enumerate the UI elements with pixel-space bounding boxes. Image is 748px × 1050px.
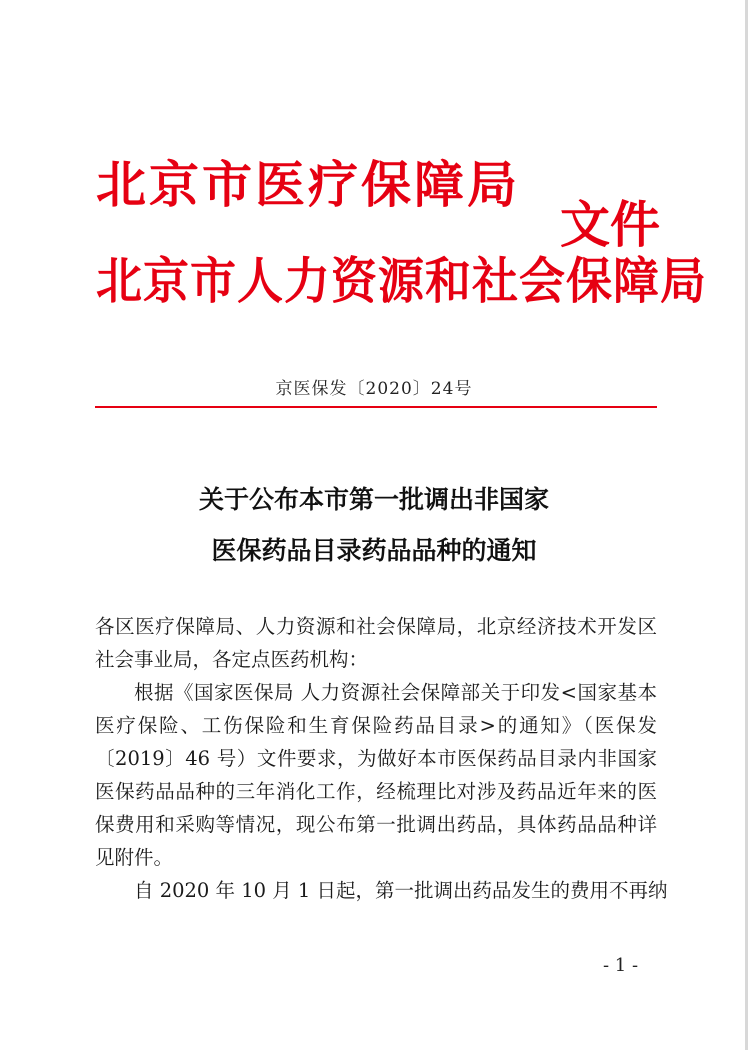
page-number: - 1 - — [603, 955, 639, 976]
red-divider-line — [95, 406, 657, 408]
recipients-line: 社会事业局，各定点医药机构： — [95, 648, 369, 671]
notice-title-line-1: 关于公布本市第一批调出非国家 — [198, 485, 549, 514]
paragraph-line: 保费用和采购等情况，现公布第一批调出药品，具体药品品种详 — [95, 813, 657, 836]
document-type-label: 文件 — [560, 196, 660, 254]
paragraph-line: 医疗保险、工伤保险和生育保险药品目录>的通知》（医保发 — [95, 714, 657, 737]
document-body — [95, 610, 668, 907]
paragraph-line: 〔2019〕46 号）文件要求，为做好本市医保药品目录内非国家 — [95, 747, 657, 770]
recipients-line: 各区医疗保障局、人力资源和社会保障局，北京经济技术开发区 — [95, 615, 657, 638]
paragraph-line: 根据《国家医保局 人力资源社会保障部关于印发<国家基本 — [134, 681, 657, 704]
issuer-line-2: 北京市人力资源和社会保障局 — [96, 251, 707, 310]
notice-title-line-2: 医保药品目录药品品种的通知 — [211, 536, 537, 565]
paragraph-line: 自 2020 年 10 月 1 日起，第一批调出药品发生的费用不再纳 — [134, 879, 668, 902]
paragraph-line: 见附件。 — [95, 846, 174, 869]
document-number: 京医保发〔2020〕24号 — [275, 379, 473, 399]
paragraph-line: 医保药品品种的三年消化工作，经梳理比对涉及药品近年来的医 — [95, 780, 657, 803]
issuer-line-1: 北京市医疗保障局 — [96, 156, 520, 214]
